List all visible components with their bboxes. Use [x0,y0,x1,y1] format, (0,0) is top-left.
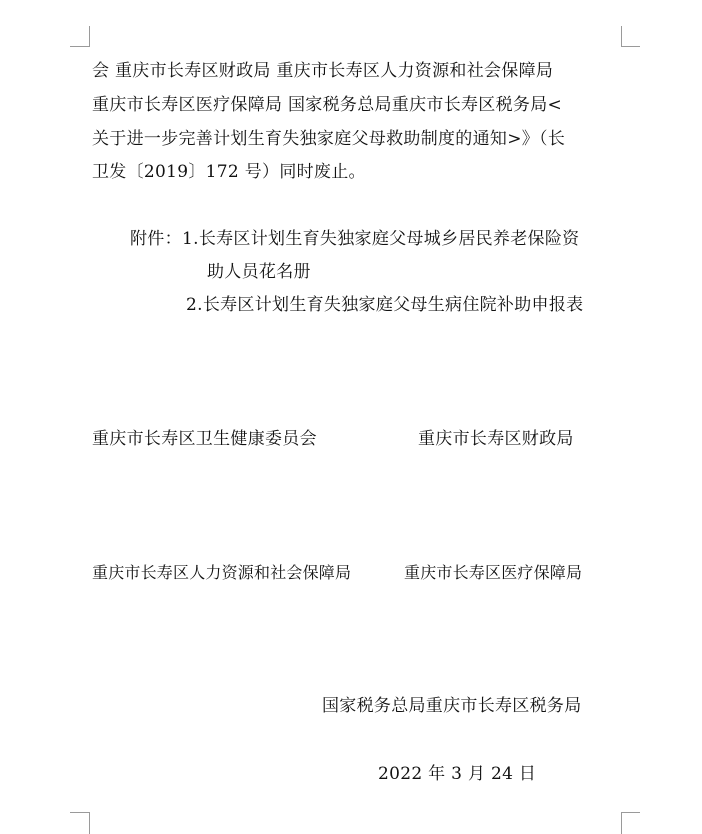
attachment-item-1-continued: 助人员花名册 [207,262,311,282]
signatory-hr-social-security: 重庆市长寿区人力资源和社会保障局 [92,563,352,582]
body-line: 会 重庆市长寿区财政局 重庆市长寿区人力资源和社会保障局 [92,61,554,81]
body-line: 重庆市长寿区医疗保障局 国家税务总局重庆市长寿区税务局< [92,95,563,115]
signatory-health-commission: 重庆市长寿区卫生健康委员会 [92,429,317,449]
body-line: 关于进一步完善计划生育失独家庭父母救助制度的通知>》（长 [92,129,566,149]
signatory-medical-security: 重庆市长寿区医疗保障局 [404,563,583,582]
signatory-finance-bureau: 重庆市长寿区财政局 [418,429,574,449]
attachment-item-1: 1.长寿区计划生育失独家庭父母城乡居民养老保险资 [182,229,580,249]
body-line: 卫发〔2019〕172 号）同时废止。 [92,162,366,182]
signatory-tax-bureau: 国家税务总局重庆市长寿区税务局 [322,696,582,716]
attachment-item-2: 2.长寿区计划生育失独家庭父母生病住院补助申报表 [186,295,584,315]
attachments-label: 附件： [130,229,182,249]
document-date: 2022 年 3 月 24 日 [378,764,537,784]
